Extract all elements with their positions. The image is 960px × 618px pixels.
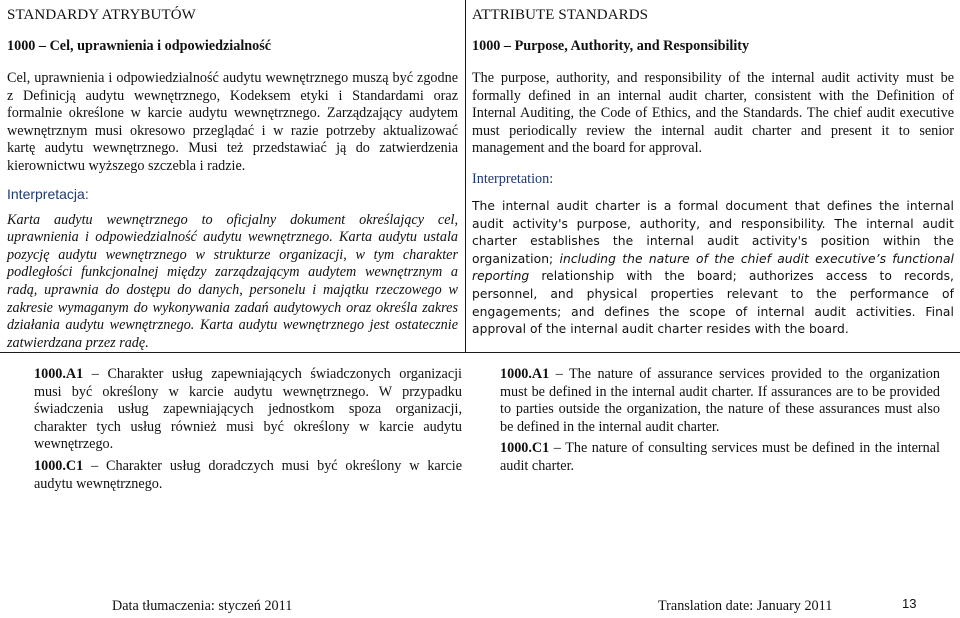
polish-interpretation-label: Interpretacja:	[7, 185, 89, 202]
english-interpretation-part-1: The internal audit charter is a formal document that defines the internal audit activity's purpose, authority, and responsibility. The internal audit charter establishes the internal audit activity's position within the organization;	[472, 198, 954, 266]
polish-a1-text: – Charakter usług zapewniających świadczonych organizacji musi być określony w karcie audytu wewnętrznego. W przypadku świadczenia usług zapewniających jednostkom spoza organizacji, charakter tych usług również musi być określony w karcie audytu wewnętrzego.	[34, 366, 462, 453]
english-standard-body: The purpose, authority, and responsibility of the internal audit activity must be formally defined in an internal audit charter, consistent with the Definition of Internal Auditing, the Code of Ethics, and the Standards. The chief audit executive must periodically review the internal audit charter and present it to senior management and the board for approval.	[472, 70, 954, 157]
english-column	[466, 0, 960, 353]
english-section-title: ATTRIBUTE STANDARDS	[472, 7, 649, 23]
english-c1-code: 1000.C1	[500, 440, 550, 457]
english-standard-heading: 1000 – Purpose, Authority, and Responsibility	[472, 38, 750, 54]
english-c1-paragraph	[500, 440, 940, 475]
page-number: 13	[902, 596, 917, 611]
english-interpretation-italic: including the nature of the chief audit executive’s functional reporting	[472, 251, 954, 284]
polish-interpretation-body: Karta audytu wewnętrznego to oficjalny dokument określający cel, uprawnienia i odpowiedzialność audytu wewnętrznego. Karta audytu ustala pozycję audytu wewnętrznego w strukturze organizacji, w tym charakter podległości funkcjonalnej między zarządzającym audytem wewnętrznym a radą, uprawnia do dostępu do danych, personelu i majątku rzeczowego w zakresie wymaganym do wykonywania zadań audytowych oraz określa zakres działania audytu wewnętrznego. Karta audytu wewnętrznego jest ostatecznie zatwierdzana przez radę.	[7, 211, 458, 351]
polish-c1-text: – Charakter usług doradczych musi być określony w karcie audytu wewnętrznego.	[34, 457, 462, 492]
polish-a1-paragraph	[34, 366, 462, 454]
polish-a1-code: 1000.A1	[34, 366, 84, 382]
polish-standard-heading: 1000 – Cel, uprawnienia i odpowiedzialność	[7, 38, 272, 54]
english-subsections	[500, 366, 940, 480]
polish-c1-code: 1000.C1	[34, 457, 84, 474]
english-interpretation-part-2: relationship with the board; authorizes access to records, personnel, and physical properties relevant to the performance of engagements; and defines the scope of internal audit activities. Final approval of the internal audit charter resides with the board.	[472, 269, 954, 337]
english-a1-code: 1000.A1	[500, 366, 550, 382]
polish-subsections	[34, 366, 462, 497]
english-interpretation-body	[472, 198, 954, 339]
english-a1-paragraph	[500, 366, 940, 436]
english-a1-text: – The nature of assurance services provided to the organization must be defined in the internal audit charter. If assurances are to be provided to parties outside the organization, the nature of these assurances must also be defined in the internal audit charter.	[500, 366, 940, 435]
polish-standard-body: Cel, uprawnienia i odpowiedzialność audytu wewnętrznego muszą być zgodne z Definicją audytu wewnętrznego, Kodeksem etyki i Standardami oraz formalnie określone w karcie audytu wewnętrznego. Zarządzający audytem wewnętrznym musi okresowo przeglądać i w razie potrzeby aktualizować kartę audytu wewnętrznego. Musi też przedstawiać ją do zatwierdzenia kierownictwu wyższego szczebla i radzie.	[7, 70, 458, 174]
english-footer: Translation date: January 2011	[658, 598, 833, 614]
polish-column	[0, 0, 466, 353]
polish-footer: Data tłumaczenia: styczeń 2011	[112, 598, 293, 614]
english-interpretation-label: Interpretation:	[472, 170, 554, 187]
english-c1-text: – The nature of consulting services must be defined in the internal audit charter.	[500, 440, 940, 474]
polish-section-title: STANDARDY ATRYBUTÓW	[7, 7, 196, 23]
polish-c1-paragraph	[34, 458, 462, 493]
